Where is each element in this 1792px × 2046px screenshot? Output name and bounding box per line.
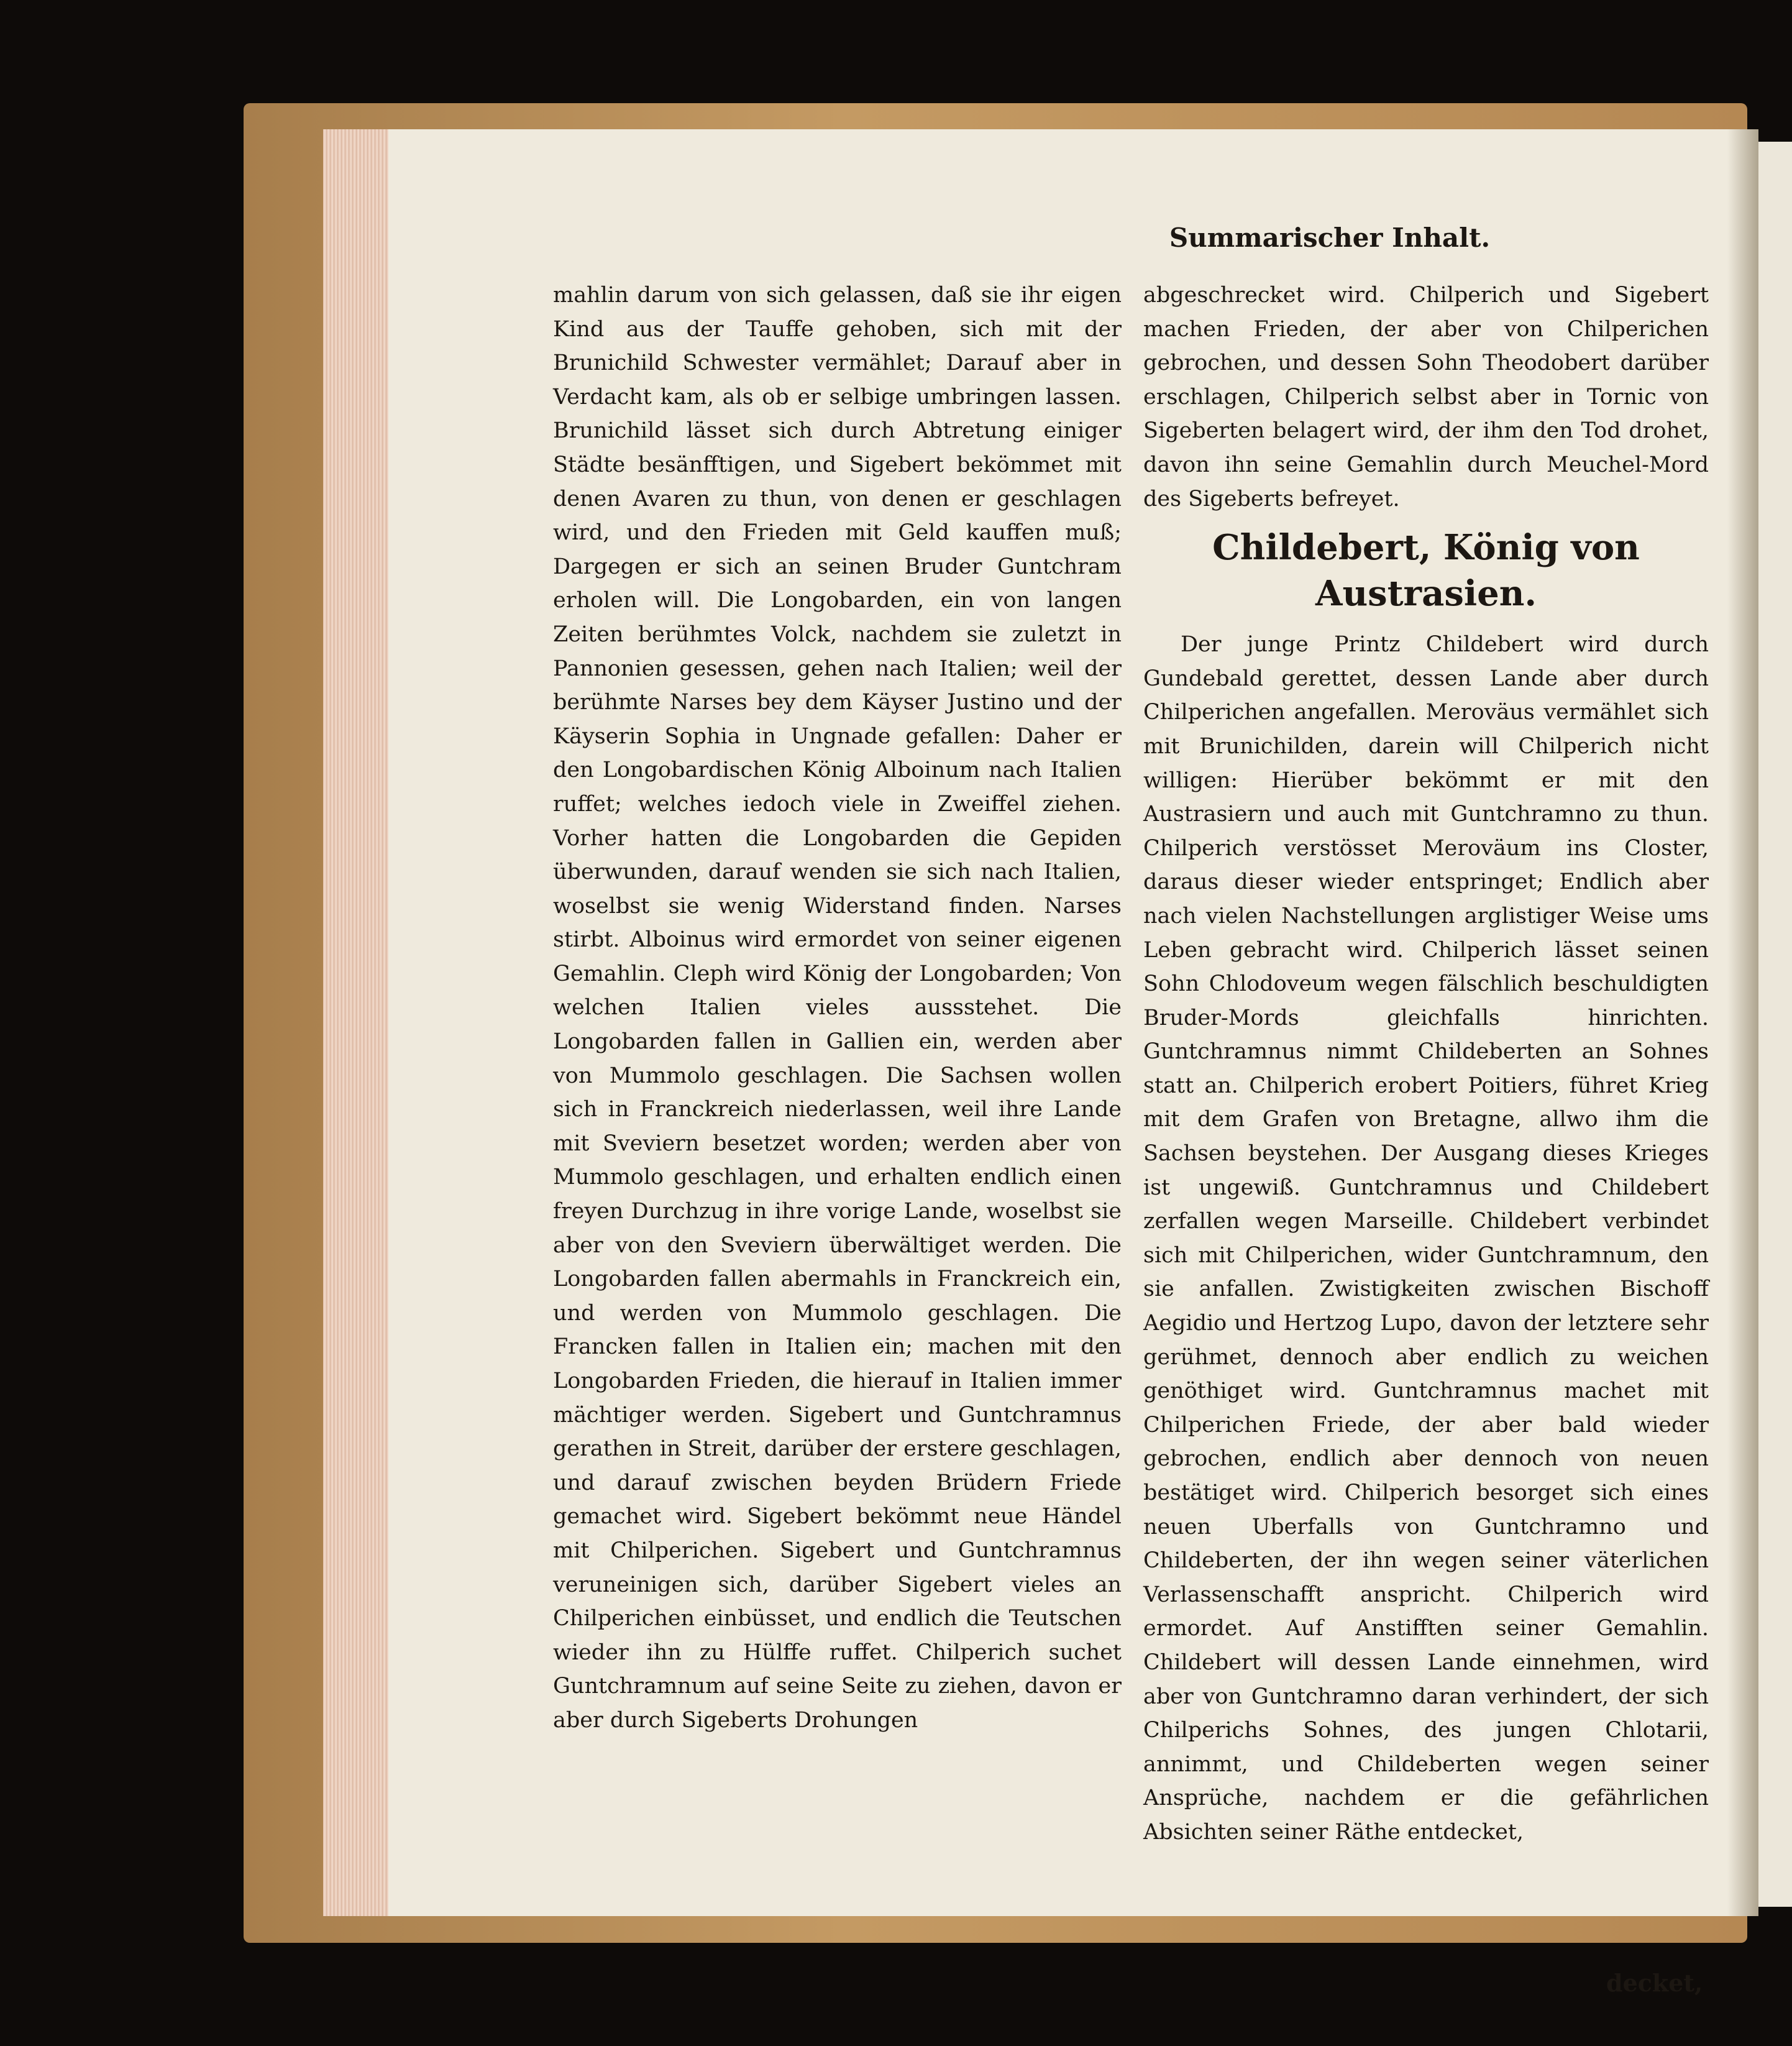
left-column-text: mahlin darum von sich gelassen, daß sie ihr eigen Kind aus der Tauffe gehoben, sich mit der Brunichild Schwester vermählet; Darauf aber in Verdacht kam, als ob er selbige umbringen lassen. Brunichild lässet sich durch Abtretung einiger Städte besänfftigen, und Sigebert bekömmet mit denen Avaren zu thun, von denen er geschlagen wird, und den Frieden mit Geld kauffen muß; Dargegen er sich an seinen Bruder Guntchram erholen will. Die Longobarden, ein von langen Zeiten berühmtes Volck, nachdem sie zuletzt in Pannonien gesessen, gehen nach Italien; weil der berühmte Narses bey dem Käyser Justino und der Käyserin Sophia in Ungnade gefallen: Daher er den Longobardischen König Alboinum nach Italien ruffet; welches iedoch viele in Zweiffel ziehen. Vorher hatten die Longobarden die Gepiden überwunden, darauf wenden sie sich nach Italien, woselbst sie wenig Widerstand finden. Narses stirbt. Alboinus wird ermordet von seiner eigenen Gemahlin. Cleph wird König der Longobarden; Von welchen Italien vieles aussstehet. Die Longobarden fallen in Gallien ein, werden aber von Mummolo geschlagen. Die Sachsen wollen sich in Franckreich niederlassen, weil ihre Lande mit Sveviern besetzet worden; werden aber von Mummolo geschlagen, und erhalten endlich einen freyen Durchzug in ihre vorige Lande, woselbst sie aber von den Sveviern überwältiget werden. Die Longobarden fallen abermahls in Franckreich ein, und werden von Mummolo geschlagen. Die Francken fallen in Italien ein; machen mit den Longobarden Frieden, die hierauf in Italien immer mächtiger werden. Sigebert und Guntchramnus gerathen in Streit, darüber der erstere geschlagen, und darauf zwischen beyden Brüdern Friede gemachet wird. Sigebert bekömmt neue Händel mit Chilperichen. Sigebert und Guntchramnus veruneinigen sich, darüber Sigebert vieles an Chilperichen einbüsset, und endlich die Teutschen wieder ihn zu Hülffe ruffet. Chilperich suchet Guntchramnum auf seine Seite zu ziehen, davon er aber durch Sigeberts Drohungen — [553, 283, 1122, 1733]
catchword: decket, — [1606, 1969, 1703, 1997]
book-page — [388, 129, 1730, 1997]
running-head: Summarischer Inhalt. — [1169, 222, 1491, 253]
right-column — [1143, 278, 1709, 1850]
section-heading: Childebert, König von Austrasien. — [1212, 527, 1640, 615]
right-column-body-text: Der junge Printz Childebert wird durch Gundebald gerettet, dessen Lande aber durch Chilperichen angefallen. Meroväus vermählet sich mit Brunichilden, darein will Chilperich nicht willigen: Hierüber bekömmt er mit den Austrasiern und auch mit Guntchramno zu thun. Chilperich verstösset Meroväum ins Closter, daraus dieser wieder entspringet; Endlich aber nach vielen Nachstellungen arglistiger Weise ums Leben gebracht wird. Chilperich lässet seinen Sohn Chlodoveum wegen fälschlich beschuldigten Bruder-Mords gleichfalls hinrichten. Guntchramnus nimmt Childeberten an Sohnes statt an. Chilperich erobert Poitiers, führet Krieg mit dem Grafen von Bretagne, allwo ihm die Sachsen beystehen. Der Ausgang dieses Krieges ist ungewiß. Guntchramnus und Childebert zerfallen wegen Marseille. Childebert verbindet sich mit Chilperichen, wider Guntchramnum, den sie anfallen. Zwistigkeiten zwischen Bischoff Aegidio und Hertzog Lupo, davon der letztere sehr gerühmet, dennoch aber endlich zu weichen genöthiget wird. Guntchramnus machet mit Chilperichen Friede, der aber bald wieder gebrochen, endlich aber dennoch von neuen bestätiget wird. Chilperich besorget sich eines neuen Uberfalls von Guntchramno und Childeberten, der ihn wegen seiner väterlichen Verlassenschafft anspricht. Chilperich wird ermordet. Auf Anstifften seiner Gemahlin. Childebert will dessen Lande einnehmen, wird aber von Guntchramno daran verhindert, der sich Chilperichs Sohnes, des jungen Chlotarii, annimmt, und Childeberten wegen seiner Ansprüche, nachdem er die gefährlichen Absichten seiner Räthe entdecket, — [1143, 632, 1709, 1845]
book-gutter — [1727, 129, 1758, 1916]
left-column — [553, 278, 1122, 1738]
right-column-top-text: abgeschrecket wird. Chilperich und Sigebert machen Frieden, der aber von Chilperichen gebrochen, und dessen Sohn Theodobert darüber erschlagen, Chilperich selbst aber in Tornic von Sigeberten belagert wird, der ihm den Tod drohet, davon ihn seine Gemahlin durch Meuchel-Mord des Sigeberts befreyet. — [1143, 283, 1709, 512]
page-edges — [323, 129, 388, 1916]
